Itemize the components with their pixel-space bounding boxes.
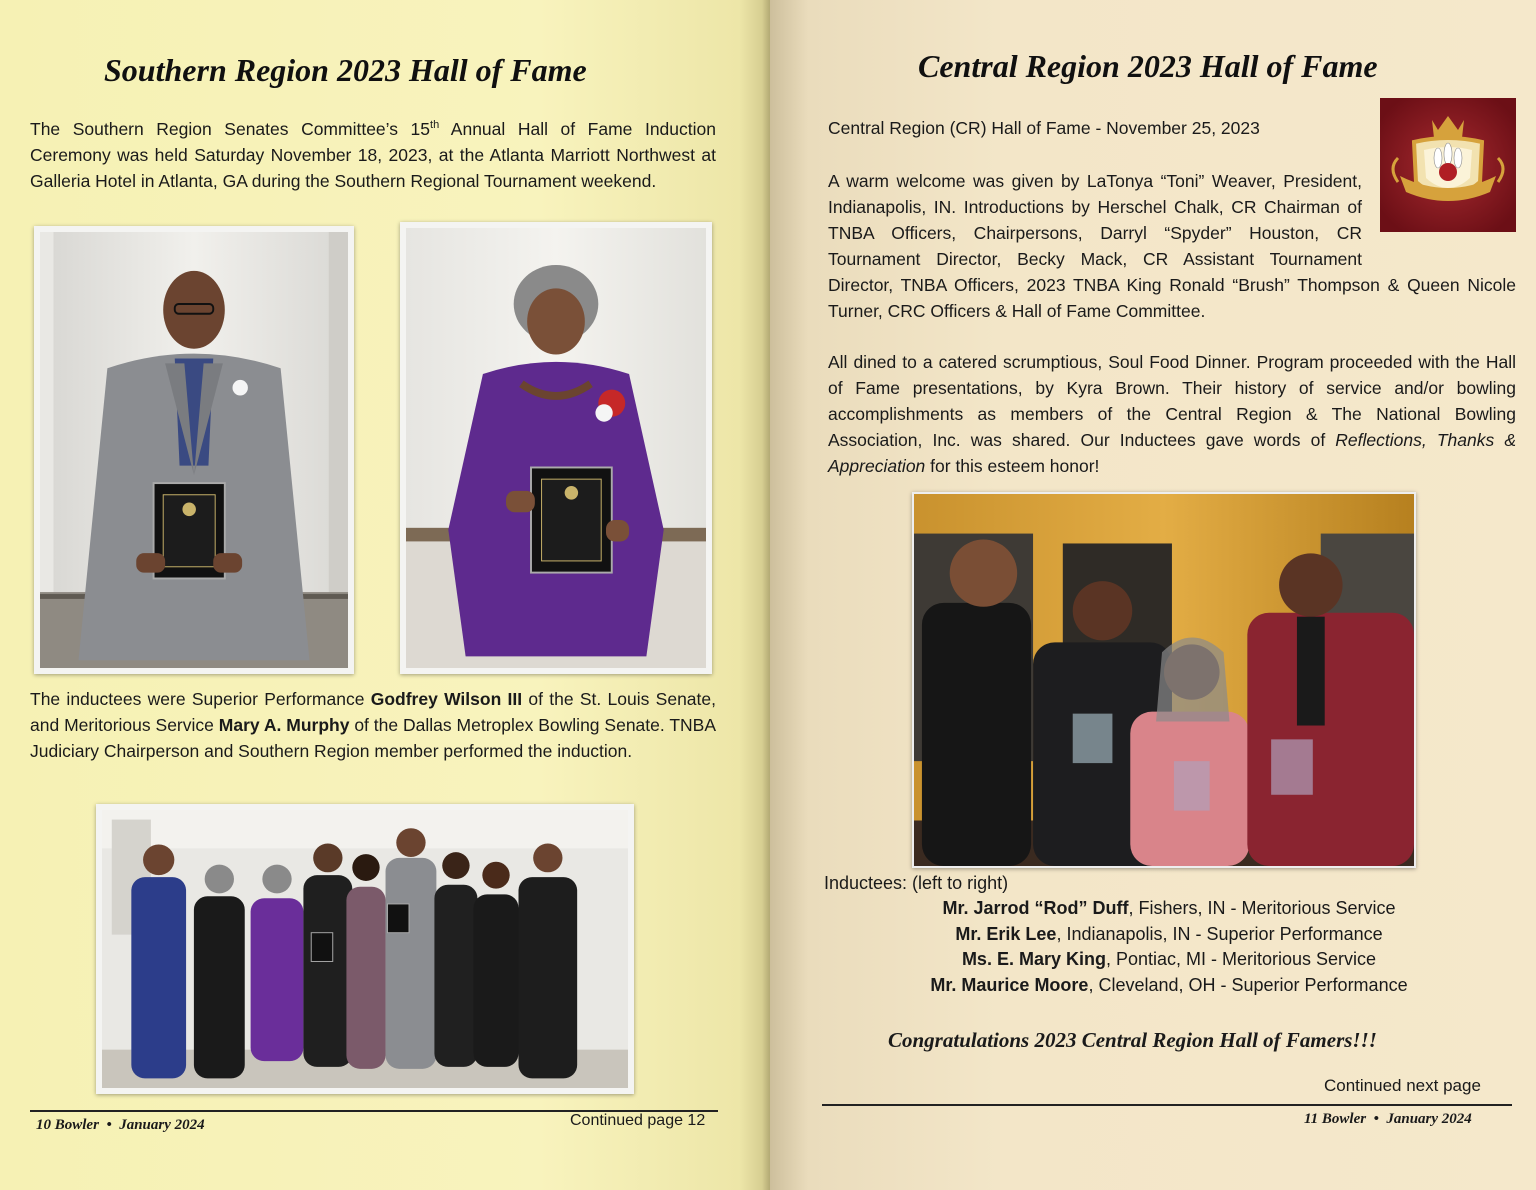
inductee-name-mary-murphy: Mary A. Murphy <box>218 715 350 735</box>
photo-southern-group <box>96 804 634 1094</box>
photo-godfrey-wilson <box>34 226 354 674</box>
photo-mary-murphy <box>400 222 712 674</box>
southern-inductees-paragraph: The inductees were Superior Performance Godfrey Wilson III of the St. Louis Senate, and Meritorious Service Mary A. Murphy of the Dallas Metroplex Bowling Senate. TNBA Judiciary Chairperson and Southern Region member performed the induction. <box>30 689 716 761</box>
right-footer-rule <box>822 1104 1512 1106</box>
inductee-item: Mr. Jarrod “Rod” Duff, Fishers, IN - Meritorious Service <box>942 898 1396 918</box>
congratulations-banner: Congratulations 2023 Central Region Hall of Famers!!! <box>888 1028 1377 1052</box>
central-inductees-list <box>800 898 1536 1008</box>
logo-text-wrap-spacer <box>1362 168 1516 260</box>
inductee-name-godfrey-wilson: Godfrey Wilson III <box>370 689 523 709</box>
southern-intro-paragraph: The Southern Region Senates Committee’s 15th Annual Hall of Fame Induction Ceremony was held Saturday November 18, 2023, at the Atlanta Marriott Northwest at Galleria Hotel in Atlanta, GA during the Southern Regional Tournament weekend. <box>30 118 716 191</box>
right-footer-page-label: 11 Bowler • January 2024 <box>1304 1111 1472 1127</box>
photo-mary-murphy-image <box>406 228 706 668</box>
central-dinner-paragraph: All dined to a catered scrumptious, Soul Food Dinner. Program proceeded with the Hall of Fame presentations, by Kyra Brown. Their history of service and/or bowling accomplishments as members of the Central Region & The National Bowling Association, Inc. was shared. Our Inductees gave words of Reflections, Thanks & Appreciation for this esteem honor! <box>828 352 1517 476</box>
inductees-label: Inductees: (left to right) <box>824 873 1009 893</box>
photo-central-inductees-image <box>914 494 1414 866</box>
photo-central-inductees <box>912 492 1416 868</box>
right-page-title: Central Region 2023 Hall of Fame <box>918 48 1378 84</box>
left-footer-page-label: 10 Bowler • January 2024 <box>36 1117 205 1133</box>
photo-southern-group-image <box>102 810 628 1088</box>
left-page-title: Southern Region 2023 Hall of Fame <box>104 52 587 88</box>
right-footer-continued: Continued next page <box>1324 1076 1481 1095</box>
right-page <box>770 0 1536 1190</box>
central-welcome-paragraph: A warm welcome was given by LaTonya “Toni” Weaver, President, Indianapolis, IN. Introductions by Herschel Chalk, CR Chairman of TNBA Officers, Chairpersons, Darryl “Spyder” Houston, CR Tournament Director, Becky Mack, CR Assistant Tournament Director, TNBA Officers, 2023 TNBA King Ronald “Brush” Thompson & Queen Nicole Turner, CRC Officers & Hall of Fame Committee. <box>828 168 1516 324</box>
inductee-item: Mr. Maurice Moore, Cleveland, OH - Superior Performance <box>930 975 1408 995</box>
central-subtitle: Central Region (CR) Hall of Fame - November 25, 2023 <box>828 118 1260 138</box>
photo-godfrey-wilson-image <box>40 232 348 668</box>
inductee-item: Mr. Erik Lee, Indianapolis, IN - Superior Performance <box>955 924 1383 944</box>
left-footer-continued: Continued page 12 <box>570 1112 706 1129</box>
inductee-item: Ms. E. Mary King, Pontiac, MI - Meritorious Service <box>961 949 1377 969</box>
